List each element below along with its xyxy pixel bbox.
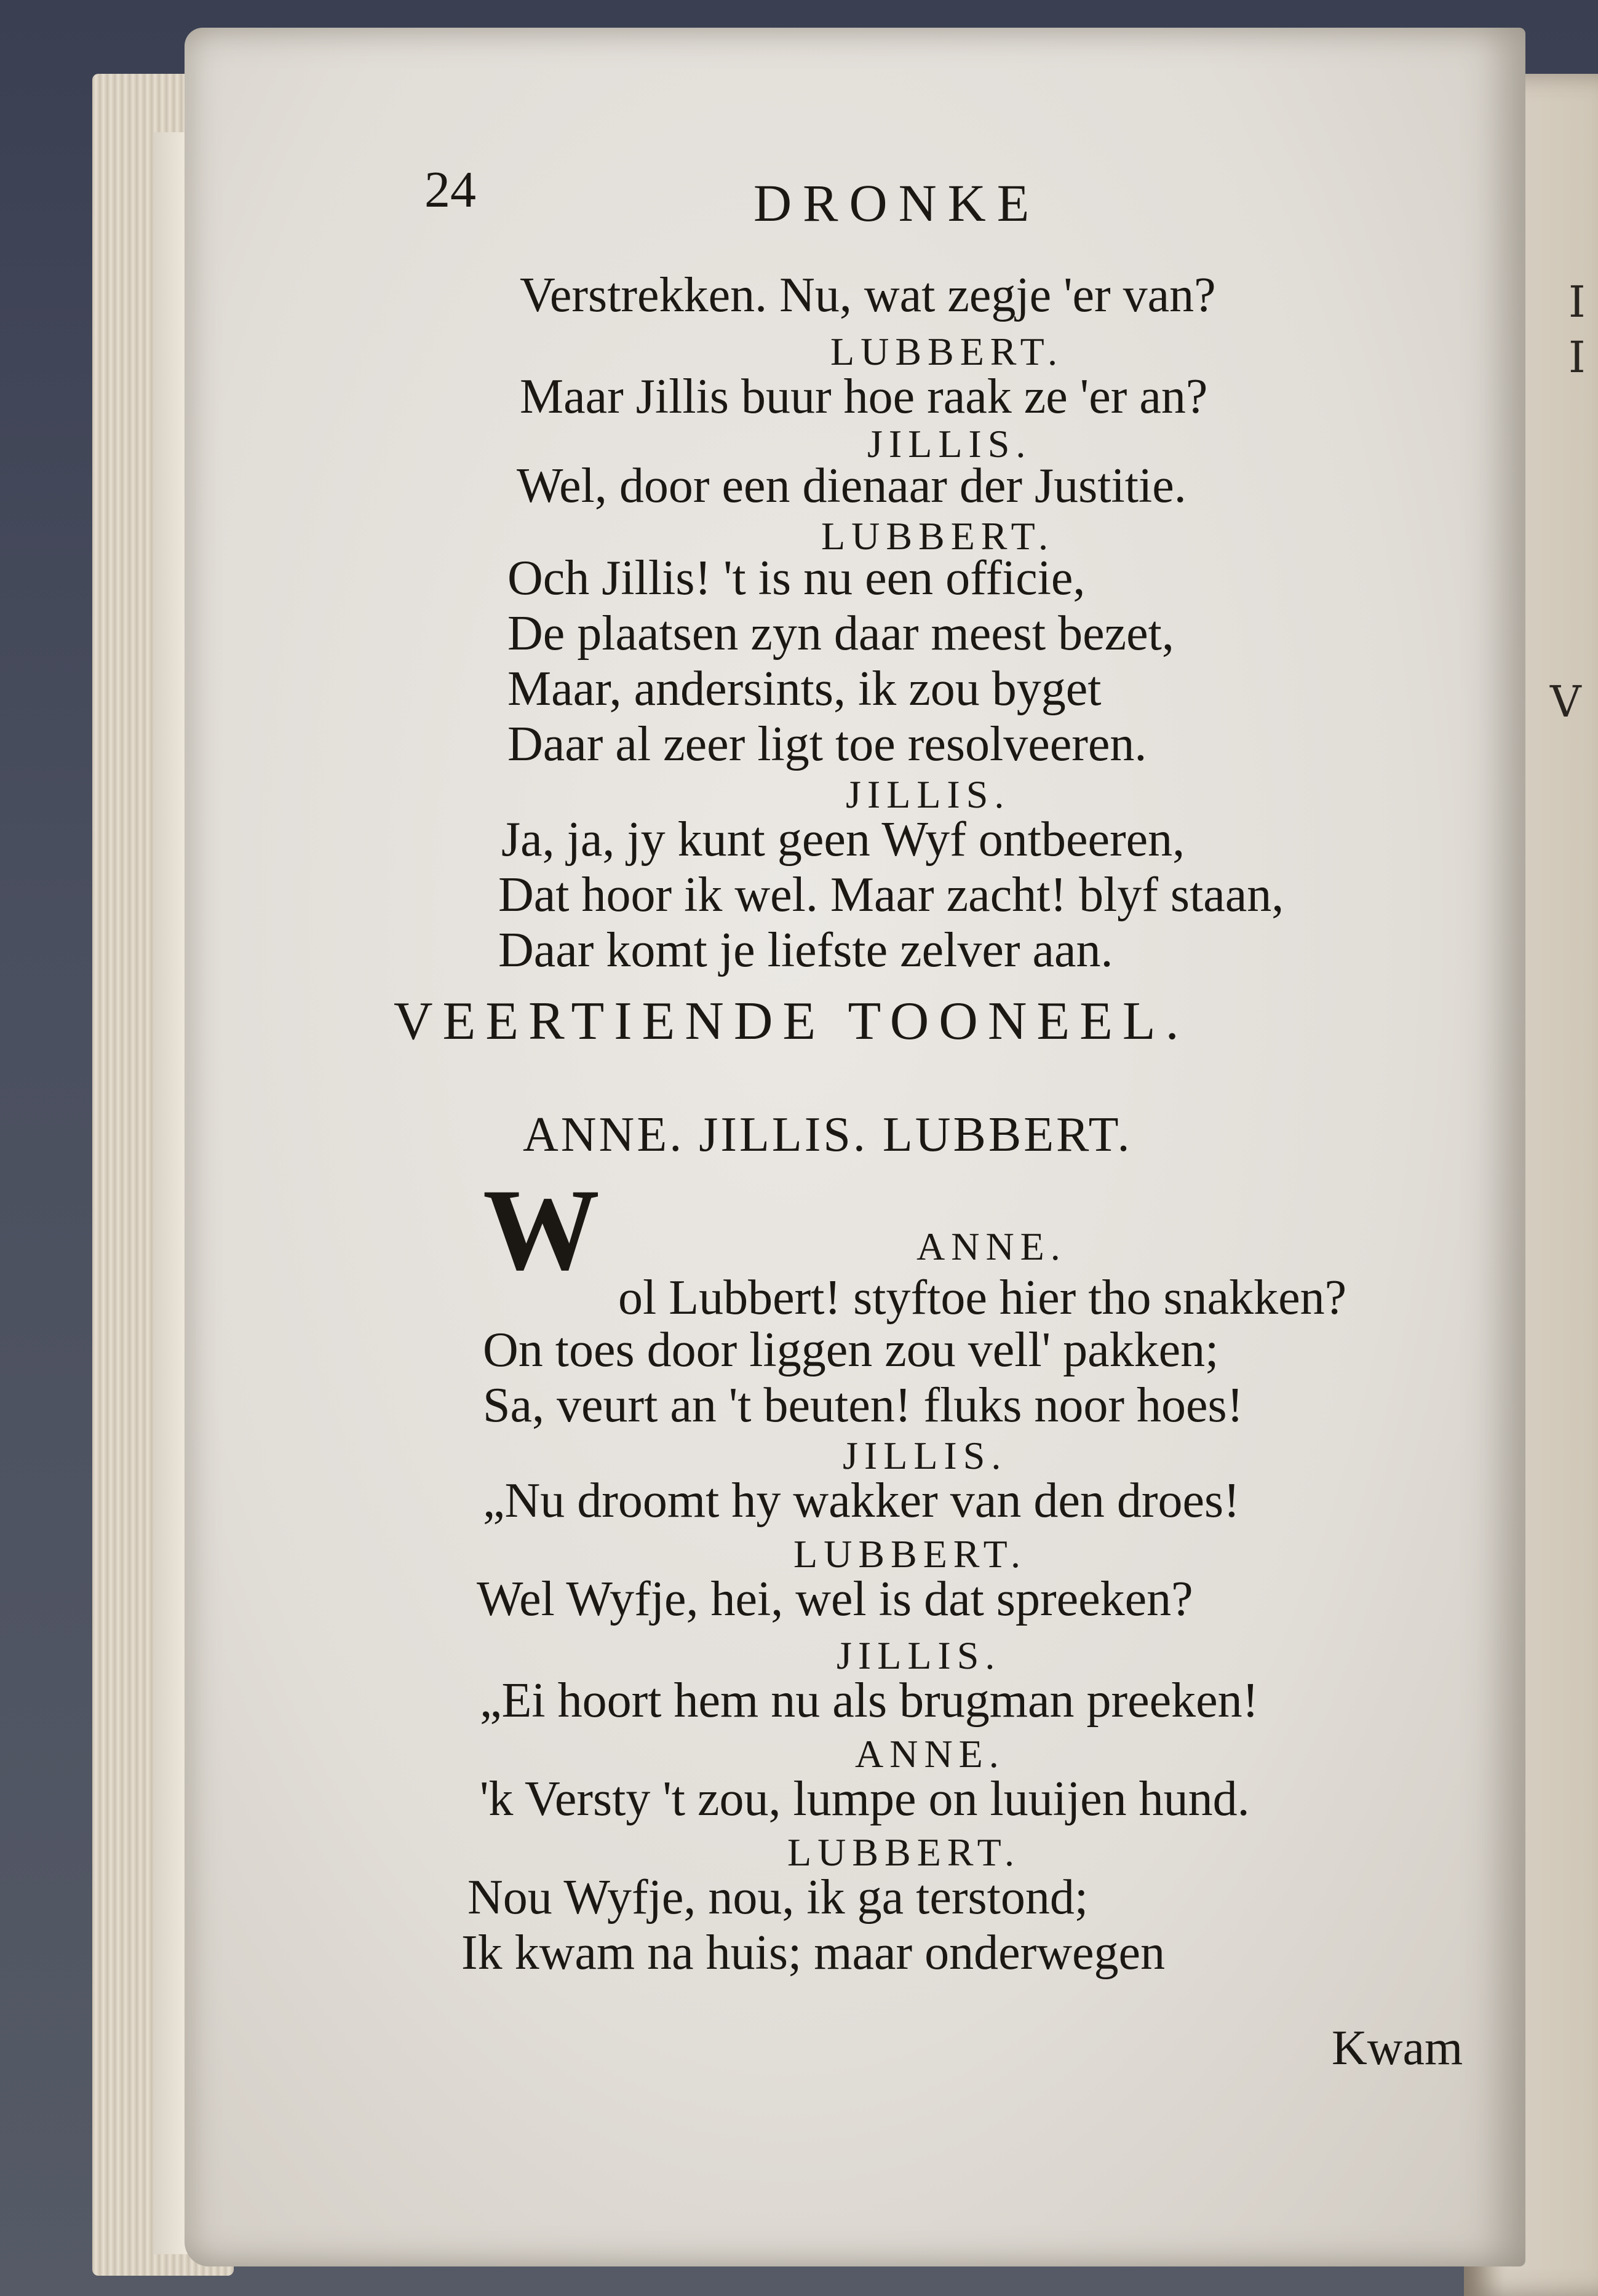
cast-list: ANNE. JILLIS. LUBBERT.	[523, 1108, 1132, 1162]
verse-line: Wel, door een dienaar der Justitie.	[517, 459, 1187, 513]
speaker-name: JILLIS.	[843, 1434, 1008, 1477]
drop-capital: W	[483, 1166, 600, 1295]
page-number: 24	[424, 161, 476, 218]
verse-line: Dat hoor ik wel. Maar zacht! blyf staan,	[498, 868, 1284, 922]
verse-line: Nou Wyfje, nou, ik ga terstond;	[467, 1870, 1089, 1925]
verse-line: ol Lubbert! styftoe hier tho snakken?	[618, 1271, 1347, 1325]
speaker-name: ANNE.	[855, 1732, 1005, 1776]
verse-line: Maar, andersints, ik zou byget	[507, 662, 1102, 716]
speaker-name: JILLIS.	[837, 1634, 1001, 1677]
verse-line: „Nu droomt hy wakker van den droes!	[483, 1474, 1240, 1528]
verse-line: Ja, ja, jy kunt geen Wyf ontbeeren,	[501, 812, 1185, 867]
speaker-name: LUBBERT.	[821, 514, 1054, 558]
speaker-name: JILLIS.	[846, 773, 1011, 816]
facing-page-fragment: I	[1568, 277, 1586, 327]
verse-line: Daar komt je liefste zelver aan.	[498, 923, 1113, 977]
verse-line: Wel Wyfje, hei, wel is dat spreeken?	[477, 1572, 1193, 1626]
speaker-name: JILLIS.	[867, 422, 1032, 466]
verse-line: Maar Jillis buur hoe raak ze 'er an?	[520, 370, 1208, 424]
facing-page-fragment: V	[1550, 677, 1581, 727]
verse-line: Verstrekken. Nu, wat zegje 'er van?	[520, 268, 1216, 322]
verse-line: 'k Versty 't zou, lumpe on luuijen hund.	[480, 1772, 1250, 1826]
catchword: Kwam	[1332, 2021, 1463, 2075]
scene-title: VEERTIENDE TOONEEL.	[394, 991, 1189, 1051]
verse-line: On toes door liggen zou vell' pakken;	[483, 1323, 1219, 1377]
running-head: DRONKE	[753, 173, 1041, 232]
speaker-name: LUBBERT.	[830, 330, 1063, 373]
verse-line: Och Jillis! 't is nu een officie,	[507, 551, 1086, 605]
speaker-name: LUBBERT.	[787, 1830, 1020, 1874]
speaker-name: ANNE.	[916, 1225, 1067, 1268]
verse-line: Daar al zeer ligt toe resolveeren.	[507, 717, 1147, 771]
verse-line: Ik kwam na huis; maar onderwegen	[461, 1926, 1166, 1980]
verse-line: De plaatsen zyn daar meest bezet,	[507, 606, 1174, 661]
facing-page-fragment: I	[1568, 332, 1586, 383]
verse-line: „Ei hoort hem nu als brugman preeken!	[480, 1674, 1259, 1728]
verse-line: Sa, veurt an 't beuten! fluks noor hoes!	[483, 1378, 1244, 1432]
speaker-name: LUBBERT.	[793, 1532, 1027, 1576]
